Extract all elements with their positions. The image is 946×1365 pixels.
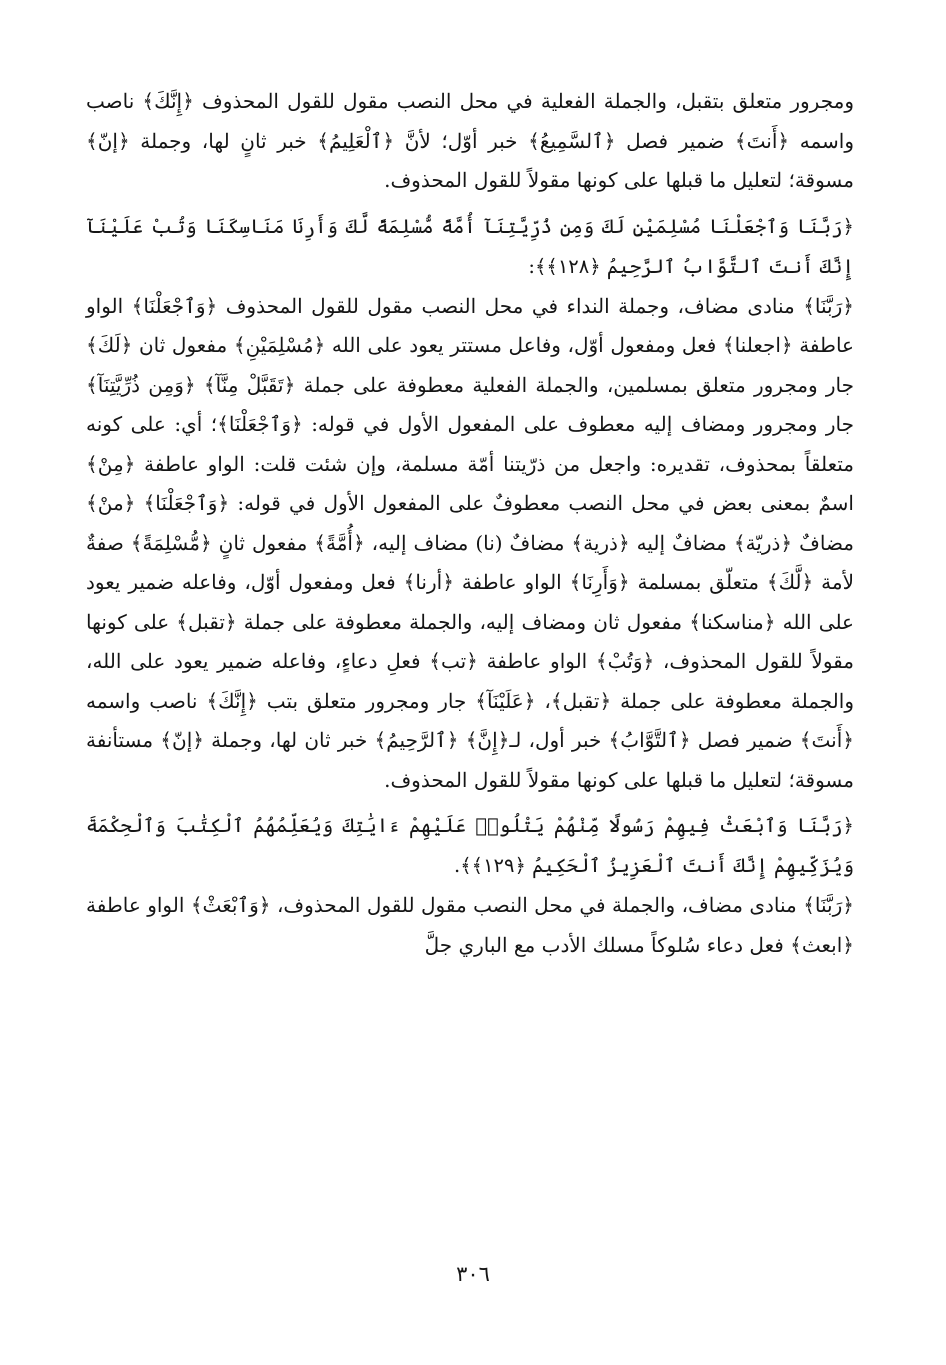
commentary-paragraph-1: ومجرور متعلق بتقبل، والجملة الفعلية في محل النصب مقول للقول المحذوف ﴿إِنَّكَ﴾ ناصب واسمه ﴿أَنتَ﴾ ضمير فصل ﴿ٱلسَّمِيعُ﴾ خبر أوّل؛ لأنَّ ﴿ٱلْعَلِيمُ﴾ خبر ثانٍ لها، وجملة ﴿إنّ﴾ مسوقة؛ لتعليل ما قبلها على كونها مقولاً للقول المحذوف. bbox=[86, 89, 854, 192]
quran-verse-128: ﴿رَبَّنَا وَٱجْعَلْنَا مُسْلِمَيْنِ لَكَ وَمِن ذُرِّيَّتِنَآ أُمَّةً مُّسْلِمَةً لَّكَ وَأَرِنَا مَنَاسِكَنَا وَتُبْ عَلَيْنَآ إِنَّكَ أَنتَ ٱلتَّوَّابُ ٱلرَّحِيمُ ﴿١٢٨﴾﴾: bbox=[86, 214, 854, 278]
quran-verse-129: ﴿رَبَّنَا وَٱبْعَثْ فِيهِمْ رَسُولًا مِّنْهُمْ يَتْلُوا۟ عَلَيْهِمْ ءَايَٰتِكَ وَيُعَلِّمُهُمُ ٱلْكِتَٰبَ وَٱلْحِكْمَةَ وَيُزَكِّيهِمْ إِنَّكَ أَنتَ ٱلْعَزِيزُ ٱلْحَكِيمُ ﴿١٢٩﴾﴾. bbox=[86, 814, 854, 877]
page-number: ٣٠٦ bbox=[456, 1262, 490, 1286]
book-page bbox=[86, 82, 854, 1272]
commentary-paragraph-2: ﴿رَبَّنَا﴾ منادى مضاف، وجملة النداء في محل النصب مقول للقول المحذوف ﴿وَٱجْعَلْنَا﴾ الواو عاطفة ﴿اجعلنا﴾ فعل ومفعول أوّل، وفاعل مستتر يعود على الله ﴿مُسْلِمَيْنِ﴾ مفعول ثان ﴿لَكَ﴾ جار ومجرور متعلق بمسلمين، والجملة الفعلية معطوفة على جملة ﴿تَقَبَّلْ مِنَّآ﴾ ﴿وَمِن ذُرِّيَّتِنَآ﴾ جار ومجرور ومضاف إليه معطوف على المفعول الأول في قوله: ﴿وَٱجْعَلْنَا﴾؛ أي: على كونه متعلقاً بمحذوف، تقديره: واجعل من ذرّيتنا أمّة مسلمة، وإن شئت قلت: الواو عاطفة ﴿مِنْ﴾ اسمٌ بمعنى بعض في محل النصب معطوفٌ على المفعول الأول في قوله: ﴿وَٱجْعَلْنَا﴾ ﴿منْ﴾ مضافٌ ﴿ذريّة﴾ مضافٌ إليه ﴿ذرية﴾ مضافٌ (نا) مضاف إليه، ﴿أُمَّةً﴾ مفعول ثانٍ ﴿مُّسْلِمَةً﴾ صفةٌ لأمة ﴿لَّكَ﴾ متعلّق بمسلمة ﴿وَأَرِنَا﴾ الواو عاطفة ﴿أرنا﴾ فعل ومفعول أوّل، وفاعله ضمير يعود على الله ﴿مناسكنا﴾ مفعول ثان ومضاف إليه، والجملة معطوفة على جملة ﴿تقبل﴾ على كونها مقولاً للقول المحذوف، ﴿وَتُبْ﴾ الواو عاطفة ﴿تب﴾ فعلِ دعاءٍ، وفاعله ضمير يعود على الله، والجملة معطوفة على جملة ﴿تقبل﴾، ﴿عَلَيْنَآ﴾ جار ومجرور متعلق بتب ﴿إِنَّكَ﴾ ناصب واسمه ﴿أَنتَ﴾ ضمير فصل ﴿ٱلتَّوَّابُ﴾ خبر أول، لـ﴿إِنَّ﴾ ﴿ٱلرَّحِيمُ﴾ خبر ثان لها، وجملة ﴿إنّ﴾ مستأنفة مسوقة؛ لتعليل ما قبلها على كونها مقولاً للقول المحذوف. bbox=[86, 293, 854, 792]
commentary-paragraph-3: ﴿رَبَّنَا﴾ منادى مضاف، والجملة في محل النصب مقول للقول المحذوف، ﴿وَٱبْعَثْ﴾ الواو عاطفة ﴿ابعث﴾ فعل دعاء سُلوكاً مسلك الأدب مع الباري جلَّ bbox=[86, 893, 854, 957]
